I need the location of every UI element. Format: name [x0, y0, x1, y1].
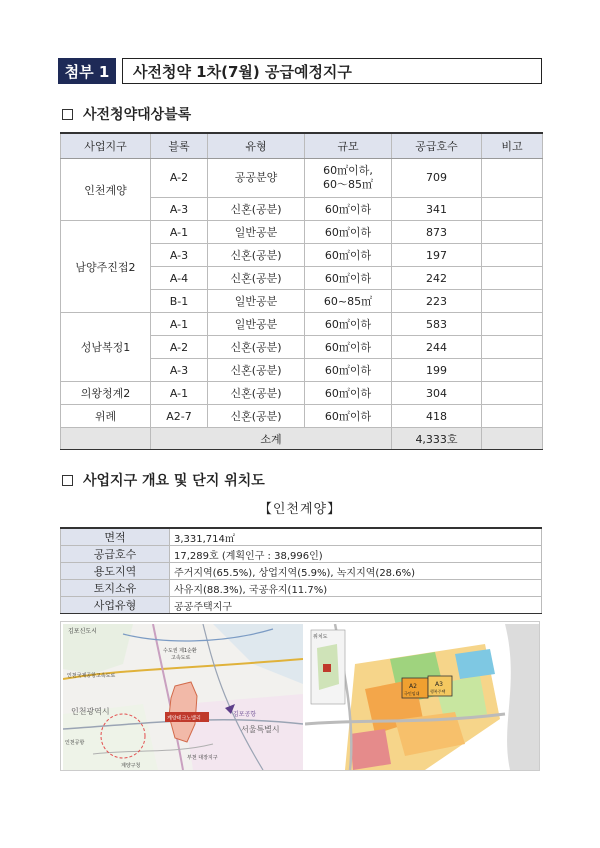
table-header-row: [61, 133, 543, 159]
block-cell: A2-7: [151, 405, 208, 428]
block-cell: A-3: [151, 359, 208, 382]
district-cell: 성남복정1: [61, 313, 151, 382]
map-label: 위치도: [313, 634, 328, 640]
overview-key: 공급호수: [61, 546, 170, 563]
size-cell: 60㎡이하: [305, 359, 392, 382]
size-line: 60㎡이하,: [323, 164, 373, 177]
overview-value: 17,289호 (계획인구 : 38,996인): [170, 546, 542, 563]
units-cell: 223: [392, 290, 482, 313]
block-cell: A-1: [151, 313, 208, 336]
total-label: 소계: [151, 428, 392, 450]
block-cell: B-1: [151, 290, 208, 313]
block-cell: A-1: [151, 382, 208, 405]
units-cell: 709: [392, 159, 482, 198]
map-label: 인천국제공항고속도로: [67, 673, 116, 679]
blocks-table: [60, 132, 543, 450]
section-heading-overview: [62, 470, 265, 490]
size-cell: [305, 159, 392, 198]
checkbox-square-icon: [62, 475, 73, 486]
overview-key: 면적: [61, 528, 170, 546]
document-header: [58, 58, 542, 84]
map-label: 계양테크노밸리: [167, 715, 201, 722]
overview-value: 공공주택지구: [170, 597, 542, 614]
type-cell: 신혼(공분): [208, 382, 305, 405]
overview-table: [60, 527, 542, 614]
block-cell: A-3: [151, 244, 208, 267]
map-label: 인천공항: [65, 740, 85, 746]
table-row: [61, 563, 542, 580]
site-plan-graphic: [305, 624, 539, 770]
attachment-tag: 첨부 1: [58, 58, 116, 84]
units-cell: 197: [392, 244, 482, 267]
overview-value: 주거지역(65.5%), 상업지역(5.9%), 녹지지역(28.6%): [170, 563, 542, 580]
table-row: [61, 159, 543, 198]
column-header: 블록: [151, 133, 208, 159]
size-cell: 60㎡이하: [305, 313, 392, 336]
map-label: 부천 대장지구: [187, 755, 218, 761]
note-cell: [482, 244, 543, 267]
note-cell: [482, 336, 543, 359]
column-header: 규모: [305, 133, 392, 159]
units-cell: 341: [392, 198, 482, 221]
size-cell: 60㎡이하: [305, 405, 392, 428]
note-cell: [482, 221, 543, 244]
location-maps: [60, 621, 540, 771]
units-cell: 244: [392, 336, 482, 359]
type-cell: 일반공분: [208, 290, 305, 313]
map-label: 김포공항: [233, 711, 257, 718]
note-cell: [482, 290, 543, 313]
overview-key: 사업유형: [61, 597, 170, 614]
size-cell: 60㎡이하: [305, 244, 392, 267]
type-cell: 공공분양: [208, 159, 305, 198]
section-title: 사업지구 개요 및 단지 위치도: [83, 473, 265, 489]
type-cell: 일반공분: [208, 313, 305, 336]
size-line: 60～85㎡: [323, 178, 373, 191]
overview-key: 토지소유: [61, 580, 170, 597]
units-cell: 199: [392, 359, 482, 382]
size-cell: 60㎡이하: [305, 267, 392, 290]
note-cell: [482, 198, 543, 221]
column-header: 비고: [482, 133, 543, 159]
units-cell: 583: [392, 313, 482, 336]
type-cell: 신혼(공분): [208, 405, 305, 428]
document-title: 사전청약 1차(7월) 공급예정지구: [122, 58, 542, 84]
district-cell: 인천계양: [61, 159, 151, 221]
table-row: [61, 528, 542, 546]
map-label: 서울특별시: [241, 725, 280, 734]
note-cell: [482, 159, 543, 198]
map-label: A2: [409, 683, 417, 690]
block-cell: A-2: [151, 159, 208, 198]
section-heading-blocks: [62, 104, 191, 124]
overview-value: 3,331,714㎡: [170, 528, 542, 546]
site-plan-map: [305, 624, 539, 770]
column-header: 공급호수: [392, 133, 482, 159]
size-cell: 60㎡이하: [305, 221, 392, 244]
size-cell: 60㎡이하: [305, 198, 392, 221]
note-cell: [482, 382, 543, 405]
regional-map: [63, 624, 303, 770]
overview-value: 사유지(88.3%), 국공유지(11.7%): [170, 580, 542, 597]
units-cell: 873: [392, 221, 482, 244]
units-cell: 242: [392, 267, 482, 290]
table-row: [61, 580, 542, 597]
map-label: 고속도로: [171, 655, 191, 661]
size-cell: 60㎡이하: [305, 336, 392, 359]
block-cell: A-2: [151, 336, 208, 359]
type-cell: 신혼(공분): [208, 244, 305, 267]
type-cell: 일반공분: [208, 221, 305, 244]
note-cell: [482, 313, 543, 336]
total-units: 4,333호: [392, 428, 482, 450]
table-row: [61, 221, 543, 244]
block-cell: A-4: [151, 267, 208, 290]
type-cell: 신혼(공분): [208, 336, 305, 359]
type-cell: 신혼(공분): [208, 198, 305, 221]
map-label: 인천광역시: [71, 707, 110, 716]
map-label: 행복주택: [430, 689, 446, 694]
map-label: 국민임대: [404, 691, 420, 696]
total-row: [61, 428, 543, 450]
table-row: [61, 597, 542, 614]
map-label: 계양구청: [121, 763, 141, 769]
note-cell: [482, 405, 543, 428]
regional-map-graphic: [63, 624, 303, 770]
section-title: 사전청약대상블록: [83, 107, 192, 123]
column-header: 유형: [208, 133, 305, 159]
table-row: [61, 405, 543, 428]
map-label: 김포신도시: [68, 628, 97, 635]
table-row: [61, 546, 542, 563]
note-cell: [482, 267, 543, 290]
district-title: 【인천계양】: [258, 502, 342, 517]
note-cell: [482, 359, 543, 382]
total-empty-cell: [61, 428, 151, 450]
district-cell: 의왕청계2: [61, 382, 151, 405]
map-label: A3: [435, 681, 443, 688]
district-cell: 남양주진접2: [61, 221, 151, 313]
type-cell: 신혼(공분): [208, 267, 305, 290]
units-cell: 304: [392, 382, 482, 405]
column-header: 사업지구: [61, 133, 151, 159]
units-cell: 418: [392, 405, 482, 428]
block-cell: A-3: [151, 198, 208, 221]
block-cell: A-1: [151, 221, 208, 244]
checkbox-square-icon: [62, 109, 73, 120]
district-cell: 위례: [61, 405, 151, 428]
size-cell: 60㎡이하: [305, 382, 392, 405]
table-row: [61, 313, 543, 336]
overview-key: 용도지역: [61, 563, 170, 580]
type-cell: 신혼(공분): [208, 359, 305, 382]
size-cell: 60~85㎡: [305, 290, 392, 313]
total-note-cell: [482, 428, 543, 450]
table-row: [61, 382, 543, 405]
map-label: 수도권 제1순환: [163, 648, 197, 654]
